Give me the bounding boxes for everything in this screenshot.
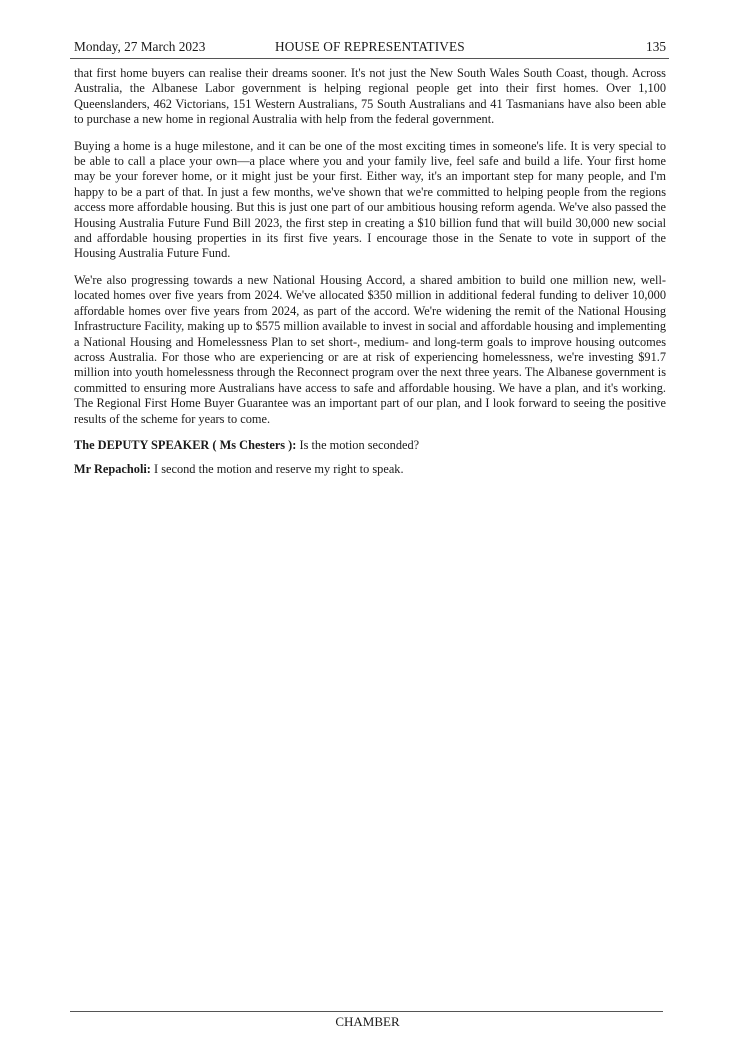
speech-text: I second the motion and reserve my right to speak. (150, 462, 404, 477)
member-remark (74, 462, 666, 477)
hansard-body (74, 66, 666, 487)
header-date: Monday, 27 March 2023 (74, 39, 206, 54)
header-divider (70, 58, 669, 59)
paragraph-2: Buying a home is a huge milestone, and it can be one of the most exciting times in someone's life. It is very special to be able to call a place your own—a place where you and your family live, feel safe and build a life. Your first home may be your forever home, or it might just be your first. Either way, it's an important step for many people, and I'm happy to be a part of that. In just a few months, we've shown that we're committed to helping people from the regions access more affordable housing. But this is just one part of our ambitious housing reform agenda. We've also passed the Housing Australia Future Fund Bill 2023, the first step in creating a $10 billion fund that will build 30,000 new social and affordable housing properties in its first five years. I encourage those in the Senate to vote in support of the Housing Australia Future Fund. (74, 138, 666, 261)
deputy-speaker-remark (74, 438, 666, 453)
paragraph-3: We're also progressing towards a new National Housing Accord, a shared ambition to build one million new, well-located homes over five years from 2024. We've allocated $350 million in additional federal funding to deliver 10,000 affordable homes over five years from 2024, as part of the accord. We're widening the remit of the National Housing Infrastructure Facility, making up to $575 million available to invest in social and affordable housing and implementing a National Housing and Homelessness Plan to set short-, medium- and long-term goals to improve housing outcomes across Australia. For those who are experiencing or are at risk of experiencing homelessness, we're investing $91.7 million into youth homelessness through the Reconnect program over the next three years. The Albanese government is committed to ensuring more Australians have access to safe and affordable housing. We have a plan, and it's working. The Regional First Home Buyer Guarantee was an important part of our plan, and I look forward to seeing the positive results of the scheme for years to come. (74, 272, 666, 426)
paragraph-1: that first home buyers can realise their dreams sooner. It's not just the New South Wales South Coast, though. Across Australia, the Albanese Labor government is helping regional people get into their first homes. Over 1,100 Queenslanders, 462 Victorians, 151 Western Australians, 75 South Australians and 41 Tasmanians have also been able to purchase a new home in regional Australia with help from the federal government. (74, 66, 666, 127)
header-page-number: 135 (646, 39, 666, 54)
header-house: HOUSE OF REPRESENTATIVES (275, 39, 465, 54)
page-header (74, 38, 666, 56)
speaker-name: The DEPUTY SPEAKER ( Ms Chesters ): (74, 437, 297, 452)
footer-divider (70, 1011, 663, 1012)
footer-label: CHAMBER (335, 1014, 400, 1029)
speaker-name: Mr Repacholi: (74, 462, 151, 477)
speech-text: Is the motion seconded? (296, 437, 420, 452)
